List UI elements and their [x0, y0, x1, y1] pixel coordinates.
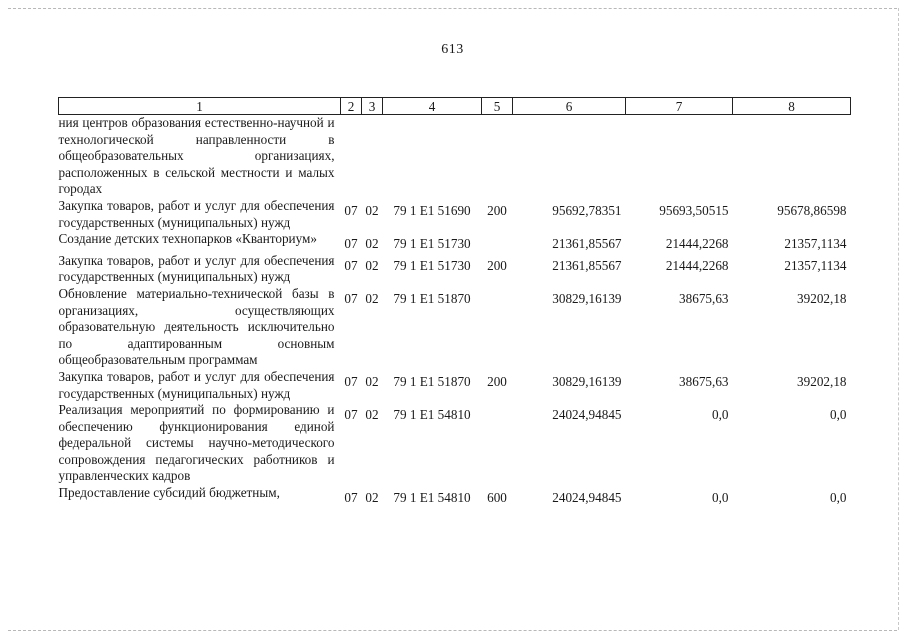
scan-edge-right	[898, 8, 899, 630]
header-col-7: 7	[626, 98, 733, 115]
row-target-article: 79 1 E1 51730	[393, 257, 471, 273]
row-subsection: 02	[365, 373, 379, 389]
row-amount-col8	[733, 115, 851, 198]
row-amount-col7	[626, 115, 733, 198]
row-amount-col8: 21357,1134	[784, 236, 847, 252]
row-target-article: 79 1 E1 51870	[393, 373, 471, 389]
row-target-article	[383, 115, 482, 198]
row-description: Реализация мероприятий по формированию и обеспечению функционирования единой федеральной системы научно-методического сопровождения педагогических работников и управленческих кадров	[58, 402, 335, 484]
row-expense-type	[482, 286, 513, 369]
table-row	[59, 253, 851, 286]
row-target-article: 79 1 E1 51730	[393, 236, 471, 252]
row-section: 07	[344, 490, 358, 506]
row-amount-col7: 0,0	[712, 490, 729, 506]
row-amount-col8: 95678,86598	[777, 202, 847, 218]
table-row	[59, 115, 851, 198]
row-expense-type	[482, 231, 513, 253]
row-section: 07	[344, 202, 358, 218]
row-amount-col8: 0,0	[830, 407, 847, 423]
row-amount-col6	[513, 115, 626, 198]
row-subsection: 02	[365, 257, 379, 273]
row-target-article: 79 1 E1 51870	[393, 290, 471, 306]
header-col-1: 1	[59, 98, 341, 115]
row-amount-col8: 39202,18	[797, 290, 847, 306]
row-target-article: 79 1 E1 51690	[393, 202, 471, 218]
row-amount-col7: 38675,63	[679, 373, 729, 389]
row-subsection: 02	[365, 202, 379, 218]
row-amount-col7: 38675,63	[679, 290, 729, 306]
header-col-5: 5	[482, 98, 513, 115]
row-section: 07	[344, 373, 358, 389]
row-expense-type	[482, 115, 513, 198]
row-description: ния центров образования естественно-научной и технологической направленности в общеобразовательных организациях, расположенных в сельской местности и малых городах	[58, 115, 335, 197]
row-subsection	[362, 115, 383, 198]
row-section: 07	[344, 290, 358, 306]
header-col-8: 8	[733, 98, 851, 115]
row-amount-col7: 0,0	[712, 407, 729, 423]
scan-edge-bottom	[8, 630, 897, 631]
row-subsection: 02	[365, 290, 379, 306]
row-amount-col6: 21361,85567	[552, 257, 622, 273]
row-section: 07	[344, 236, 358, 252]
header-col-3: 3	[362, 98, 383, 115]
row-amount-col8: 21357,1134	[784, 257, 847, 273]
row-description: Закупка товаров, работ и услуг для обеспечения государственных (муниципальных) нужд	[58, 368, 335, 401]
row-amount-col8: 39202,18	[797, 373, 847, 389]
row-amount-col6: 30829,16139	[552, 290, 622, 306]
table-row	[59, 286, 851, 369]
row-amount-col7: 21444,2268	[665, 236, 729, 252]
budget-table	[58, 97, 851, 507]
row-amount-col6: 24024,94845	[552, 407, 622, 423]
row-expense-type: 200	[487, 373, 507, 389]
row-amount-col6: 24024,94845	[552, 490, 622, 506]
row-description: Закупка товаров, работ и услуг для обеспечения государственных (муниципальных) нужд	[58, 197, 335, 230]
row-section: 07	[344, 407, 358, 423]
row-description: Предоставление субсидий бюджетным,	[58, 485, 280, 501]
row-description: Создание детских технопарков «Кванториум»	[58, 231, 317, 247]
header-col-6: 6	[513, 98, 626, 115]
row-subsection: 02	[365, 407, 379, 423]
row-amount-col8: 0,0	[830, 490, 847, 506]
table-row	[59, 369, 851, 402]
row-description: Обновление материально-технической базы в организациях, осуществляющих образовательную деятельность исключительно по адаптированным основным общеобразовательным программам	[58, 285, 335, 368]
table-row	[59, 231, 851, 253]
row-amount-col7: 95693,50515	[659, 202, 729, 218]
row-amount-col7: 21444,2268	[665, 257, 729, 273]
table-row	[59, 198, 851, 231]
row-amount-col6: 30829,16139	[552, 373, 622, 389]
row-expense-type: 200	[487, 257, 507, 273]
row-expense-type: 200	[487, 202, 507, 218]
row-expense-type	[482, 402, 513, 485]
row-target-article: 79 1 E1 54810	[393, 407, 471, 423]
page-number: 613	[441, 42, 464, 57]
row-section: 07	[344, 257, 358, 273]
row-subsection: 02	[365, 236, 379, 252]
row-amount-col6: 95692,78351	[552, 202, 622, 218]
table-row	[59, 485, 851, 507]
row-expense-type: 600	[487, 490, 507, 506]
scan-edge-top	[8, 8, 897, 9]
row-subsection: 02	[365, 490, 379, 506]
header-col-2: 2	[341, 98, 362, 115]
row-target-article: 79 1 E1 54810	[393, 490, 471, 506]
table-row	[59, 402, 851, 485]
row-description: Закупка товаров, работ и услуг для обеспечения государственных (муниципальных) нужд	[58, 252, 335, 285]
row-amount-col6: 21361,85567	[552, 236, 622, 252]
header-col-4: 4	[383, 98, 482, 115]
row-section	[341, 115, 362, 198]
table-header-row	[59, 98, 851, 115]
